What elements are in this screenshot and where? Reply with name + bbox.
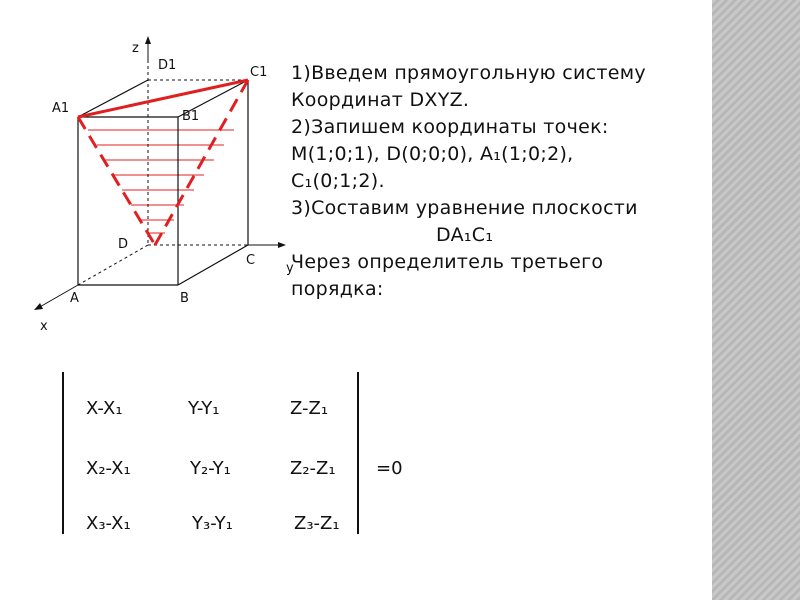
det-cell-r1c1: X-X₁ [86, 398, 123, 419]
label-d1: D1 [158, 58, 177, 73]
label-a: A [70, 291, 79, 306]
label-c1: C1 [250, 65, 268, 80]
det-cell-r3c1: X₃-X₁ [86, 513, 131, 534]
label-b1: B1 [182, 109, 200, 124]
determinant-right-bar [357, 372, 359, 534]
determinant-left-bar [62, 372, 64, 534]
det-cell-r3c2: Y₃-Y₁ [192, 513, 233, 534]
text-line-5: C₁(0;1;2). [291, 170, 385, 192]
text-line-1: 1)Введем прямоугольную систему [291, 62, 646, 84]
det-cell-r2c1: X₂-X₁ [86, 458, 131, 479]
text-line-7: DA₁C₁ [436, 224, 494, 246]
text-line-8: Через определитель третьего [291, 251, 604, 273]
text-line-3: 2)Запишем координаты точек: [291, 116, 609, 138]
text-line-6: 3)Составим уравнение плоскости [291, 197, 638, 219]
det-equals-zero: =0 [376, 458, 403, 479]
det-cell-r1c2: Y-Y₁ [188, 398, 220, 419]
label-x: x [40, 319, 48, 334]
label-y: y [286, 261, 294, 276]
text-line-2: Координат DXYZ. [291, 89, 470, 111]
x-arrow-icon [34, 303, 43, 310]
label-c: C [246, 253, 256, 268]
label-d: D [118, 237, 129, 252]
label-a1: A1 [52, 101, 70, 116]
det-cell-r1c3: Z-Z₁ [290, 398, 329, 419]
label-z: z [132, 41, 139, 56]
solution-text [291, 60, 721, 303]
det-cell-r2c3: Z₂-Z₁ [290, 458, 336, 479]
y-arrow-icon [278, 242, 286, 248]
z-arrow-icon [145, 36, 151, 44]
det-cell-r3c3: Z₃-Z₁ [294, 513, 340, 534]
det-cell-r2c2: Y₂-Y₁ [190, 458, 231, 479]
text-line-4: M(1;0;1), D(0;0;0), A₁(1;0;2), [291, 143, 574, 165]
label-b: B [180, 291, 189, 306]
text-line-9: порядка: [291, 278, 384, 300]
